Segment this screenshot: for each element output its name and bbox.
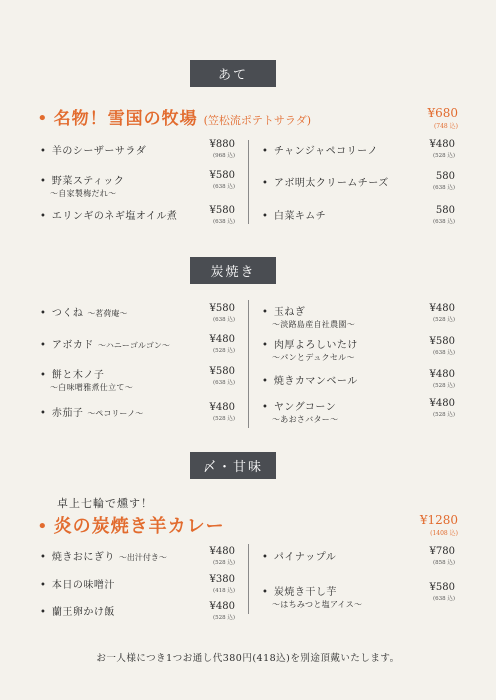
item-subtitle: 〜あおさバター〜	[272, 415, 339, 424]
price-tax: (638 込)	[432, 350, 455, 356]
item-price	[415, 336, 455, 356]
price-value: ¥480	[209, 334, 235, 345]
item-name: 野菜スティック	[51, 176, 125, 187]
item-name: 焼きおにぎり	[51, 552, 115, 563]
bullet-icon: •	[262, 552, 268, 563]
menu-item	[262, 142, 378, 157]
bullet-icon: •	[40, 211, 46, 222]
bullet-icon: •	[40, 308, 46, 319]
item-price	[415, 171, 455, 191]
bullet-icon: •	[40, 607, 46, 618]
bullet-icon: •	[40, 370, 46, 381]
section-label-text: あて	[217, 68, 248, 83]
price-value: ¥680	[427, 106, 458, 120]
item-price	[195, 334, 235, 354]
bullet-icon: •	[262, 402, 268, 413]
section-label-sumiyaki	[190, 257, 276, 284]
item-price	[415, 369, 455, 389]
price-value: ¥580	[209, 366, 235, 377]
bullet-icon: •	[40, 552, 46, 563]
item-price	[195, 303, 235, 323]
item-name: 蘭王卵かけ飯	[51, 607, 115, 618]
menu-item	[262, 174, 389, 189]
item-name: 赤茄子	[51, 408, 84, 419]
price-tax: (638 込)	[212, 380, 235, 386]
menu-item	[40, 603, 115, 618]
price-value: ¥1280	[419, 513, 458, 527]
bullet-icon: •	[40, 340, 46, 351]
price-tax: (858 込)	[432, 560, 455, 566]
item-name: アボ明太クリームチーズ	[273, 178, 389, 189]
price-tax: (638 込)	[212, 219, 235, 225]
item-subtitle: 〜はちみつと塩アイス〜	[272, 600, 363, 609]
menu-item	[40, 142, 146, 157]
price-value: ¥480	[209, 402, 235, 413]
price-value: ¥580	[429, 582, 455, 593]
price-tax: (528 込)	[432, 153, 455, 159]
menu-item	[262, 398, 338, 425]
price-tax: (528 込)	[432, 412, 455, 418]
section-label-text: 炭焼き	[210, 265, 256, 280]
item-price	[195, 205, 235, 225]
price-tax: (1408 込)	[430, 530, 458, 537]
price-tax: (638 込)	[432, 185, 455, 191]
item-subtitle: 〜自家製梅だれ〜	[50, 189, 117, 198]
item-price	[195, 139, 235, 159]
price-value: 580	[435, 205, 455, 216]
item-name: 焼きカマンベール	[273, 376, 358, 387]
bullet-icon: •	[262, 587, 268, 598]
item-subtitle: 〜ペコリーノ〜	[87, 409, 144, 418]
bullet-icon: •	[262, 146, 268, 157]
bullet-icon: •	[40, 176, 46, 187]
menu-item	[262, 336, 358, 363]
item-name: つくね	[51, 308, 84, 319]
price-tax: (968 込)	[212, 153, 235, 159]
item-price	[195, 170, 235, 190]
item-price	[195, 601, 235, 621]
menu-item	[262, 372, 358, 387]
bullet-icon: •	[40, 146, 46, 157]
item-price	[195, 366, 235, 386]
item-price	[415, 139, 455, 159]
bullet-icon: •	[262, 376, 268, 387]
feature-subtitle: (笠松流ポテトサラダ)	[203, 114, 312, 127]
menu-item	[262, 583, 362, 610]
menu-item	[40, 404, 143, 419]
item-price	[415, 582, 455, 602]
price-value: ¥380	[209, 574, 235, 585]
bullet-icon: •	[262, 340, 268, 351]
price-tax: (528 込)	[212, 615, 235, 621]
item-price	[415, 398, 455, 418]
price-value: ¥580	[209, 303, 235, 314]
price-tax: (418 込)	[212, 588, 235, 594]
item-subtitle: 〜パンとデュクセル〜	[272, 353, 355, 362]
price-tax: (638 込)	[212, 317, 235, 323]
price-tax: (748 込)	[433, 123, 458, 130]
menu-item	[262, 303, 355, 330]
price-value: ¥780	[429, 546, 455, 557]
item-subtitle: 〜出汁付き〜	[118, 553, 167, 562]
item-subtitle: 〜白味噌雅煮仕立て〜	[50, 383, 133, 392]
item-name: パイナップル	[273, 552, 337, 563]
item-price	[415, 546, 455, 566]
feature-name: 名物！雪国の牧場	[53, 109, 198, 129]
menu-item	[262, 207, 326, 222]
service-charge-note: お一人様につき1つお通し代380円(418込)を別途頂戴いたします。	[96, 653, 400, 664]
bullet-icon: •	[40, 580, 46, 591]
item-subtitle: 〜茗荷庵〜	[87, 309, 128, 318]
menu-item	[40, 207, 177, 222]
feature-item-curry	[37, 512, 225, 538]
column-divider	[248, 140, 249, 224]
item-price	[415, 303, 455, 323]
price-value: ¥480	[429, 303, 455, 314]
item-name: 肉厚よろしいたけ	[273, 340, 358, 351]
menu-item	[40, 366, 133, 393]
bullet-icon: •	[37, 108, 48, 129]
menu-item	[40, 576, 115, 591]
item-name: 玉ねぎ	[273, 307, 306, 318]
price-value: ¥580	[209, 170, 235, 181]
item-name: 餅と木ノ子	[51, 370, 105, 381]
item-name: エリンギのネギ塩オイル煮	[51, 211, 178, 222]
item-price	[195, 402, 235, 422]
price-value: ¥480	[209, 601, 235, 612]
price-tax: (638 込)	[212, 184, 235, 190]
price-value: ¥480	[429, 369, 455, 380]
bullet-icon: •	[262, 178, 268, 189]
item-name: 白菜キムチ	[273, 211, 327, 222]
section-label-shime	[190, 452, 276, 479]
item-subtitle: 〜淡路島産自社農園〜	[272, 320, 355, 329]
price-value: ¥480	[209, 546, 235, 557]
price-value: ¥480	[429, 398, 455, 409]
price-tax: (528 込)	[212, 416, 235, 422]
price-tax: (528 込)	[432, 317, 455, 323]
column-divider	[248, 300, 249, 428]
section-label-text: 〆・甘味	[202, 460, 263, 475]
price-value: ¥580	[429, 336, 455, 347]
price-tax: (638 込)	[432, 219, 455, 225]
feature-price	[410, 106, 458, 130]
item-price	[195, 574, 235, 594]
price-tax: (528 込)	[432, 383, 455, 389]
item-name: アボカド	[51, 340, 94, 351]
section-label-ate	[190, 60, 276, 87]
menu-item	[262, 548, 336, 563]
bullet-icon: •	[262, 211, 268, 222]
item-name: 本日の味噌汁	[51, 580, 115, 591]
price-value: ¥580	[209, 205, 235, 216]
item-name: 炭焼き干し芋	[273, 587, 337, 598]
item-name: チャンジャペコリーノ	[273, 146, 378, 157]
menu-item	[40, 548, 167, 563]
price-tax: (638 込)	[432, 596, 455, 602]
column-divider	[248, 544, 249, 614]
bullet-icon: •	[37, 516, 48, 537]
price-value: ¥880	[209, 139, 235, 150]
menu-item	[40, 304, 127, 319]
item-name: ヤングコーン	[273, 402, 337, 413]
item-price	[195, 546, 235, 566]
feature-name: 炎の炭焼き羊カレー	[53, 516, 225, 537]
feature-price	[400, 513, 458, 537]
item-name: 羊のシーザーサラダ	[51, 146, 147, 157]
bullet-icon: •	[40, 408, 46, 419]
feature-item-potato-salad	[37, 104, 311, 129]
item-subtitle: 〜ハニーゴルゴン〜	[97, 341, 170, 350]
menu-item	[40, 336, 170, 351]
price-value: ¥480	[429, 139, 455, 150]
item-price	[415, 205, 455, 225]
price-value: 580	[435, 171, 455, 182]
price-tax: (528 込)	[212, 560, 235, 566]
menu-item	[40, 172, 124, 199]
feature-kicker: 卓上七輪で燻す！	[57, 497, 153, 510]
price-tax: (528 込)	[212, 348, 235, 354]
bullet-icon: •	[262, 307, 268, 318]
